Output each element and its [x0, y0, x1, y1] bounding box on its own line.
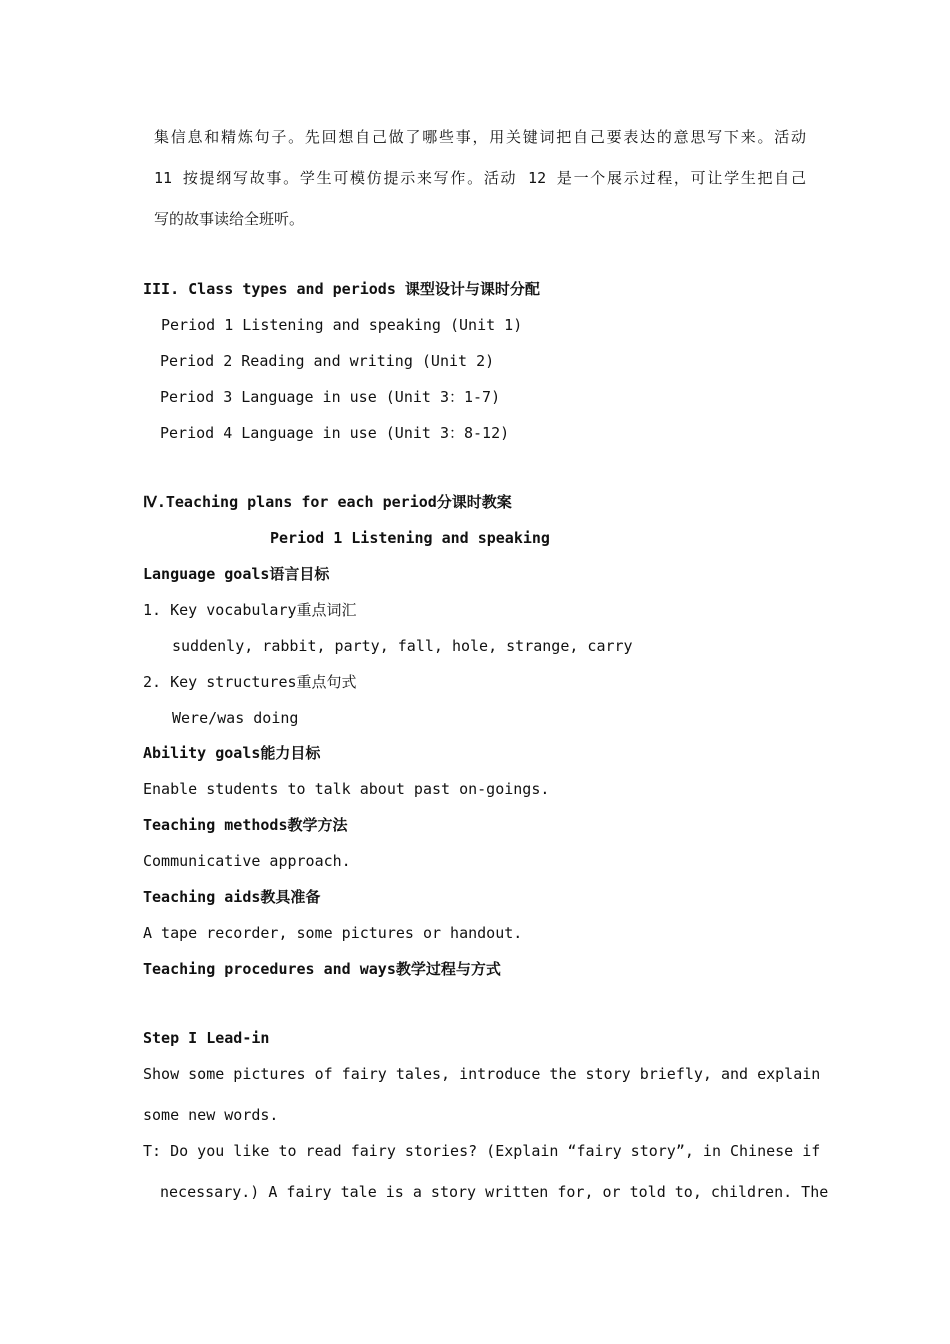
step-text-line-1: Show some pictures of fairy tales, introduce the story briefly, and explain [143, 1065, 821, 1083]
teaching-aids-heading: Teaching aids教具准备 [143, 888, 321, 906]
step-heading: Step I Lead-in [143, 1029, 270, 1047]
dialog-line-2: necessary.) A fairy tale is a story written for, or told to, children. The [160, 1183, 829, 1201]
period-title: Period 1 Listening and speaking [270, 529, 550, 547]
period-item: Period 4 Language in use (Unit 3：8-12) [160, 424, 510, 442]
section-heading-teaching-plans: Ⅳ.Teaching plans for each period分课时教案 [143, 493, 512, 511]
key-structures-label: 2. Key structures重点句式 [143, 673, 357, 691]
ability-goals-text: Enable students to talk about past on-goings. [143, 780, 550, 798]
step-text-line-2: some new words. [143, 1106, 279, 1124]
key-vocabulary-label: 1. Key vocabulary重点词汇 [143, 601, 357, 619]
ability-goals-heading: Ability goals能力目标 [143, 744, 321, 762]
key-vocabulary-list: suddenly, rabbit, party, fall, hole, strange, carry [172, 637, 633, 655]
intro-line-3: 写的故事读给全班听。 [154, 210, 305, 228]
period-item: Period 3 Language in use (Unit 3：1-7) [160, 388, 501, 406]
period-item: Period 1 Listening and speaking (Unit 1) [161, 316, 523, 334]
intro-line-1: 集信息和精炼句子。先回想自己做了哪些事，用关键词把自己要表达的意思写下来。活动 [154, 128, 806, 146]
teaching-methods-text: Communicative approach. [143, 852, 351, 870]
teaching-aids-text: A tape recorder, some pictures or handout. [143, 924, 523, 942]
period-item: Period 2 Reading and writing (Unit 2) [160, 352, 495, 370]
teaching-methods-heading [143, 815, 348, 835]
section-heading-class-types: III. Class types and periods 课型设计与课时分配 [143, 280, 540, 298]
teaching-methods-label: Teaching methods教学方法 [143, 816, 348, 834]
language-goals-heading: Language goals语言目标 [143, 565, 330, 583]
key-structures-text: Were/was doing [172, 709, 299, 727]
intro-line-2: 11 按提纲写故事。学生可模仿提示来写作。活动 12 是一个展示过程，可让学生把自己 [154, 169, 806, 187]
teaching-procedures-heading: Teaching procedures and ways教学过程与方式 [143, 960, 501, 978]
dialog-line-1: T: Do you like to read fairy stories? (Explain “fairy story”, in Chinese if [143, 1142, 821, 1160]
